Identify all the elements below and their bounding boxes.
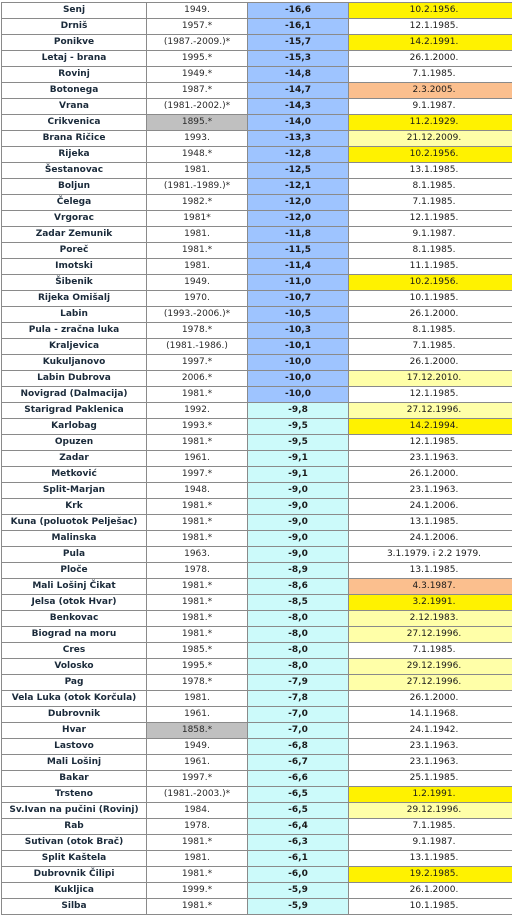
table-row xyxy=(2,803,512,819)
min-temperature-cell: -5,9 xyxy=(248,883,349,899)
record-date-cell: 23.1.1963. xyxy=(349,755,512,771)
table-row xyxy=(2,755,512,771)
record-date-cell: 24.1.2006. xyxy=(349,531,512,547)
record-date-cell: 10.2.1956. xyxy=(349,147,512,163)
min-temperature-cell: -10,0 xyxy=(248,355,349,371)
record-date-cell: 9.1.1987. xyxy=(349,99,512,115)
min-temperature-cell: -16,6 xyxy=(248,3,349,19)
station-name-cell: Novigrad (Dalmacija) xyxy=(2,387,147,403)
station-name-cell: Opuzen xyxy=(2,435,147,451)
record-date-cell: 14.1.1968. xyxy=(349,707,512,723)
period-cell: 1981. xyxy=(147,227,248,243)
station-name-cell: Pag xyxy=(2,675,147,691)
table-row xyxy=(2,435,512,451)
record-date-cell: 29.12.1996. xyxy=(349,659,512,675)
record-date-cell: 26.1.2000. xyxy=(349,355,512,371)
period-cell: (1981.-2002.)* xyxy=(147,99,248,115)
min-temperature-cell: -12,5 xyxy=(248,163,349,179)
period-cell: 1997.* xyxy=(147,771,248,787)
min-temperature-cell: -8,6 xyxy=(248,579,349,595)
temperature-records-table xyxy=(1,2,512,915)
record-date-cell: 29.12.1996. xyxy=(349,803,512,819)
table-row xyxy=(2,131,512,147)
station-name-cell: Kukljica xyxy=(2,883,147,899)
period-cell: 1985.* xyxy=(147,643,248,659)
table-row xyxy=(2,83,512,99)
period-cell: 1981* xyxy=(147,211,248,227)
station-name-cell: Imotski xyxy=(2,259,147,275)
table-row xyxy=(2,675,512,691)
period-cell: 1957.* xyxy=(147,19,248,35)
min-temperature-cell: -10,0 xyxy=(248,387,349,403)
station-name-cell: Mali Lošinj Čikat xyxy=(2,579,147,595)
table-row xyxy=(2,483,512,499)
min-temperature-cell: -6,3 xyxy=(248,835,349,851)
record-date-cell: 24.1.2006. xyxy=(349,499,512,515)
table-row xyxy=(2,243,512,259)
period-cell: (1987.-2009.)* xyxy=(147,35,248,51)
station-name-cell: Rab xyxy=(2,819,147,835)
record-date-cell: 13.1.1985. xyxy=(349,163,512,179)
min-temperature-cell: -16,1 xyxy=(248,19,349,35)
min-temperature-cell: -14,7 xyxy=(248,83,349,99)
table-row xyxy=(2,787,512,803)
table-row xyxy=(2,227,512,243)
period-cell: 1978.* xyxy=(147,323,248,339)
record-date-cell: 13.1.1985. xyxy=(349,515,512,531)
min-temperature-cell: -10,1 xyxy=(248,339,349,355)
period-cell: 1961. xyxy=(147,451,248,467)
station-name-cell: Cres xyxy=(2,643,147,659)
table-row xyxy=(2,179,512,195)
period-cell: (1981.-1989.)* xyxy=(147,179,248,195)
period-cell: 2006.* xyxy=(147,371,248,387)
min-temperature-cell: -9,8 xyxy=(248,403,349,419)
min-temperature-cell: -6,8 xyxy=(248,739,349,755)
table-row xyxy=(2,707,512,723)
table-row xyxy=(2,147,512,163)
period-cell: 1961. xyxy=(147,755,248,771)
station-name-cell: Dubrovnik Čilipi xyxy=(2,867,147,883)
period-cell: 1948.* xyxy=(147,147,248,163)
station-name-cell: Zadar Zemunik xyxy=(2,227,147,243)
table-row xyxy=(2,851,512,867)
station-name-cell: Karlobag xyxy=(2,419,147,435)
period-cell: 1981.* xyxy=(147,499,248,515)
record-date-cell: 11.2.1929. xyxy=(349,115,512,131)
record-date-cell: 11.1.1985. xyxy=(349,259,512,275)
station-name-cell: Boljun xyxy=(2,179,147,195)
table-row xyxy=(2,211,512,227)
period-cell: 1978. xyxy=(147,563,248,579)
min-temperature-cell: -9,5 xyxy=(248,435,349,451)
min-temperature-cell: -11,0 xyxy=(248,275,349,291)
period-cell: 1981. xyxy=(147,691,248,707)
record-date-cell: 9.1.1987. xyxy=(349,227,512,243)
station-name-cell: Sutivan (otok Brač) xyxy=(2,835,147,851)
table-row xyxy=(2,275,512,291)
record-date-cell: 13.1.1985. xyxy=(349,851,512,867)
station-name-cell: Labin xyxy=(2,307,147,323)
station-name-cell: Šibenik xyxy=(2,275,147,291)
station-name-cell: Ploče xyxy=(2,563,147,579)
station-name-cell: Split-Marjan xyxy=(2,483,147,499)
period-cell: 1949. xyxy=(147,739,248,755)
min-temperature-cell: -11,4 xyxy=(248,259,349,275)
period-cell: 1981.* xyxy=(147,387,248,403)
station-name-cell: Mali Lošinj xyxy=(2,755,147,771)
station-name-cell: Kuna (poluotok Pelješac) xyxy=(2,515,147,531)
table-row xyxy=(2,195,512,211)
table-row xyxy=(2,611,512,627)
record-date-cell: 13.1.1985. xyxy=(349,563,512,579)
table-row xyxy=(2,771,512,787)
station-name-cell: Letaj - brana xyxy=(2,51,147,67)
min-temperature-cell: -9,1 xyxy=(248,451,349,467)
record-date-cell: 10.2.1956. xyxy=(349,275,512,291)
table-row xyxy=(2,643,512,659)
min-temperature-cell: -7,0 xyxy=(248,723,349,739)
min-temperature-cell: -11,5 xyxy=(248,243,349,259)
table-row xyxy=(2,659,512,675)
min-temperature-cell: -9,0 xyxy=(248,499,349,515)
table-row xyxy=(2,691,512,707)
table-row xyxy=(2,547,512,563)
period-cell: 1895.* xyxy=(147,115,248,131)
period-cell: 1981.* xyxy=(147,627,248,643)
table-row xyxy=(2,371,512,387)
period-cell: 1982.* xyxy=(147,195,248,211)
table-row xyxy=(2,579,512,595)
record-date-cell: 3.1.1979. i 2.2 1979. xyxy=(349,547,512,563)
min-temperature-cell: -12,8 xyxy=(248,147,349,163)
table-body xyxy=(2,3,512,915)
record-date-cell: 23.1.1963. xyxy=(349,451,512,467)
station-name-cell: Starigrad Paklenica xyxy=(2,403,147,419)
station-name-cell: Zadar xyxy=(2,451,147,467)
station-name-cell: Pula - zračna luka xyxy=(2,323,147,339)
station-name-cell: Brana Ričice xyxy=(2,131,147,147)
table-row xyxy=(2,899,512,915)
min-temperature-cell: -7,8 xyxy=(248,691,349,707)
record-date-cell: 2.12.1983. xyxy=(349,611,512,627)
record-date-cell: 3.2.1991. xyxy=(349,595,512,611)
record-date-cell: 27.12.1996. xyxy=(349,675,512,691)
period-cell: 1981.* xyxy=(147,611,248,627)
record-date-cell: 26.1.2000. xyxy=(349,883,512,899)
table-row xyxy=(2,51,512,67)
record-date-cell: 1.2.1991. xyxy=(349,787,512,803)
record-date-cell: 23.1.1963. xyxy=(349,483,512,499)
station-name-cell: Labin Dubrova xyxy=(2,371,147,387)
period-cell: 1961. xyxy=(147,707,248,723)
period-cell: 1981.* xyxy=(147,435,248,451)
period-cell: 1987.* xyxy=(147,83,248,99)
period-cell: 1993.* xyxy=(147,419,248,435)
period-cell: (1993.-2006.)* xyxy=(147,307,248,323)
period-cell: 1981. xyxy=(147,163,248,179)
period-cell: 1997.* xyxy=(147,355,248,371)
table-row xyxy=(2,307,512,323)
min-temperature-cell: -8,0 xyxy=(248,643,349,659)
record-date-cell: 7.1.1985. xyxy=(349,643,512,659)
period-cell: 1995.* xyxy=(147,51,248,67)
station-name-cell: Poreč xyxy=(2,243,147,259)
record-date-cell: 10.2.1956. xyxy=(349,3,512,19)
record-date-cell: 26.1.2000. xyxy=(349,467,512,483)
station-name-cell: Malinska xyxy=(2,531,147,547)
station-name-cell: Rijeka Omišalj xyxy=(2,291,147,307)
record-date-cell: 8.1.1985. xyxy=(349,323,512,339)
min-temperature-cell: -8,0 xyxy=(248,611,349,627)
min-temperature-cell: -9,0 xyxy=(248,483,349,499)
record-date-cell: 7.1.1985. xyxy=(349,195,512,211)
table-row xyxy=(2,595,512,611)
station-name-cell: Kukuljanovo xyxy=(2,355,147,371)
min-temperature-cell: -7,9 xyxy=(248,675,349,691)
period-cell: 1981.* xyxy=(147,899,248,915)
table-row xyxy=(2,387,512,403)
record-date-cell: 12.1.1985. xyxy=(349,387,512,403)
period-cell: 1858.* xyxy=(147,723,248,739)
table-row xyxy=(2,99,512,115)
min-temperature-cell: -6,1 xyxy=(248,851,349,867)
min-temperature-cell: -9,0 xyxy=(248,547,349,563)
record-date-cell: 12.1.1985. xyxy=(349,211,512,227)
min-temperature-cell: -9,0 xyxy=(248,531,349,547)
min-temperature-cell: -15,3 xyxy=(248,51,349,67)
station-name-cell: Volosko xyxy=(2,659,147,675)
min-temperature-cell: -8,5 xyxy=(248,595,349,611)
record-date-cell: 14.2.1991. xyxy=(349,35,512,51)
station-name-cell: Dubrovnik xyxy=(2,707,147,723)
station-name-cell: Split Kaštela xyxy=(2,851,147,867)
period-cell: 1981.* xyxy=(147,243,248,259)
table-row xyxy=(2,163,512,179)
station-name-cell: Ponikve xyxy=(2,35,147,51)
station-name-cell: Sv.Ivan na pučini (Rovinj) xyxy=(2,803,147,819)
min-temperature-cell: -14,0 xyxy=(248,115,349,131)
station-name-cell: Vrgorac xyxy=(2,211,147,227)
period-cell: 1995.* xyxy=(147,659,248,675)
period-cell: 1999.* xyxy=(147,883,248,899)
min-temperature-cell: -9,5 xyxy=(248,419,349,435)
record-date-cell: 10.1.1985. xyxy=(349,899,512,915)
min-temperature-cell: -14,8 xyxy=(248,67,349,83)
table-row xyxy=(2,867,512,883)
record-date-cell: 4.3.1987. xyxy=(349,579,512,595)
table-row xyxy=(2,355,512,371)
record-date-cell: 19.2.1985. xyxy=(349,867,512,883)
table-row xyxy=(2,819,512,835)
table-row xyxy=(2,3,512,19)
period-cell: 1984. xyxy=(147,803,248,819)
record-date-cell: 14.2.1994. xyxy=(349,419,512,435)
period-cell: 1981. xyxy=(147,851,248,867)
min-temperature-cell: -8,0 xyxy=(248,659,349,675)
period-cell: 1948. xyxy=(147,483,248,499)
min-temperature-cell: -12,0 xyxy=(248,211,349,227)
station-name-cell: Krk xyxy=(2,499,147,515)
min-temperature-cell: -15,7 xyxy=(248,35,349,51)
record-date-cell: 2.3.2005. xyxy=(349,83,512,99)
record-date-cell: 10.1.1985. xyxy=(349,291,512,307)
record-date-cell: 7.1.1985. xyxy=(349,67,512,83)
station-name-cell: Biograd na moru xyxy=(2,627,147,643)
station-name-cell: Metković xyxy=(2,467,147,483)
table-row xyxy=(2,835,512,851)
min-temperature-cell: -6,0 xyxy=(248,867,349,883)
station-name-cell: Botonega xyxy=(2,83,147,99)
min-temperature-cell: -9,1 xyxy=(248,467,349,483)
period-cell: 1949.* xyxy=(147,67,248,83)
table-row xyxy=(2,515,512,531)
period-cell: 1981.* xyxy=(147,515,248,531)
period-cell: 1981.* xyxy=(147,579,248,595)
min-temperature-cell: -10,0 xyxy=(248,371,349,387)
station-name-cell: Bakar xyxy=(2,771,147,787)
table-row xyxy=(2,739,512,755)
min-temperature-cell: -8,9 xyxy=(248,563,349,579)
min-temperature-cell: -9,0 xyxy=(248,515,349,531)
period-cell: (1981.-1986.) xyxy=(147,339,248,355)
station-name-cell: Jelsa (otok Hvar) xyxy=(2,595,147,611)
table-row xyxy=(2,35,512,51)
period-cell: 1981. xyxy=(147,259,248,275)
record-date-cell: 27.12.1996. xyxy=(349,627,512,643)
station-name-cell: Silba xyxy=(2,899,147,915)
record-date-cell: 7.1.1985. xyxy=(349,819,512,835)
table-row xyxy=(2,259,512,275)
min-temperature-cell: -6,6 xyxy=(248,771,349,787)
table-row xyxy=(2,291,512,307)
table-row xyxy=(2,723,512,739)
period-cell: 1997.* xyxy=(147,467,248,483)
table-row xyxy=(2,403,512,419)
min-temperature-cell: -6,5 xyxy=(248,803,349,819)
period-cell: 1970. xyxy=(147,291,248,307)
station-name-cell: Trsteno xyxy=(2,787,147,803)
period-cell: 1978.* xyxy=(147,675,248,691)
period-cell: (1981.-2003.)* xyxy=(147,787,248,803)
station-name-cell: Rovinj xyxy=(2,67,147,83)
station-name-cell: Vela Luka (otok Korčula) xyxy=(2,691,147,707)
station-name-cell: Vrana xyxy=(2,99,147,115)
period-cell: 1978. xyxy=(147,819,248,835)
table-row xyxy=(2,563,512,579)
record-date-cell: 21.12.2009. xyxy=(349,131,512,147)
min-temperature-cell: -7,0 xyxy=(248,707,349,723)
station-name-cell: Benkovac xyxy=(2,611,147,627)
station-name-cell: Lastovo xyxy=(2,739,147,755)
min-temperature-cell: -11,8 xyxy=(248,227,349,243)
record-date-cell: 17.12.2010. xyxy=(349,371,512,387)
station-name-cell: Kraljevica xyxy=(2,339,147,355)
station-name-cell: Crikvenica xyxy=(2,115,147,131)
min-temperature-cell: -14,3 xyxy=(248,99,349,115)
record-date-cell: 26.1.2000. xyxy=(349,51,512,67)
station-name-cell: Pula xyxy=(2,547,147,563)
record-date-cell: 8.1.1985. xyxy=(349,243,512,259)
station-name-cell: Rijeka xyxy=(2,147,147,163)
period-cell: 1981.* xyxy=(147,531,248,547)
period-cell: 1949. xyxy=(147,275,248,291)
table-row xyxy=(2,323,512,339)
min-temperature-cell: -10,5 xyxy=(248,307,349,323)
record-date-cell: 12.1.1985. xyxy=(349,435,512,451)
min-temperature-cell: -10,7 xyxy=(248,291,349,307)
table-row xyxy=(2,499,512,515)
min-temperature-cell: -12,1 xyxy=(248,179,349,195)
record-date-cell: 24.1.1942. xyxy=(349,723,512,739)
station-name-cell: Drniš xyxy=(2,19,147,35)
min-temperature-cell: -12,0 xyxy=(248,195,349,211)
min-temperature-cell: -6,7 xyxy=(248,755,349,771)
record-date-cell: 25.1.1985. xyxy=(349,771,512,787)
table-row xyxy=(2,115,512,131)
table-row xyxy=(2,19,512,35)
record-date-cell: 26.1.2000. xyxy=(349,307,512,323)
period-cell: 1992. xyxy=(147,403,248,419)
period-cell: 1949. xyxy=(147,3,248,19)
table-row xyxy=(2,419,512,435)
min-temperature-cell: -10,3 xyxy=(248,323,349,339)
record-date-cell: 8.1.1985. xyxy=(349,179,512,195)
record-date-cell: 27.12.1996. xyxy=(349,403,512,419)
table-row xyxy=(2,883,512,899)
table-row xyxy=(2,531,512,547)
min-temperature-cell: -6,5 xyxy=(248,787,349,803)
record-date-cell: 9.1.1987. xyxy=(349,835,512,851)
table-row xyxy=(2,67,512,83)
period-cell: 1981.* xyxy=(147,595,248,611)
record-date-cell: 26.1.2000. xyxy=(349,691,512,707)
station-name-cell: Šestanovac xyxy=(2,163,147,179)
record-date-cell: 12.1.1985. xyxy=(349,19,512,35)
record-date-cell: 23.1.1963. xyxy=(349,739,512,755)
period-cell: 1993. xyxy=(147,131,248,147)
min-temperature-cell: -5,9 xyxy=(248,899,349,915)
station-name-cell: Senj xyxy=(2,3,147,19)
station-name-cell: Hvar xyxy=(2,723,147,739)
min-temperature-cell: -13,3 xyxy=(248,131,349,147)
record-date-cell: 7.1.1985. xyxy=(349,339,512,355)
min-temperature-cell: -8,0 xyxy=(248,627,349,643)
table-row xyxy=(2,627,512,643)
period-cell: 1981.* xyxy=(147,867,248,883)
table-row xyxy=(2,339,512,355)
table-row xyxy=(2,467,512,483)
station-name-cell: Čelega xyxy=(2,195,147,211)
min-temperature-cell: -6,4 xyxy=(248,819,349,835)
period-cell: 1963. xyxy=(147,547,248,563)
table-row xyxy=(2,451,512,467)
period-cell: 1981.* xyxy=(147,835,248,851)
